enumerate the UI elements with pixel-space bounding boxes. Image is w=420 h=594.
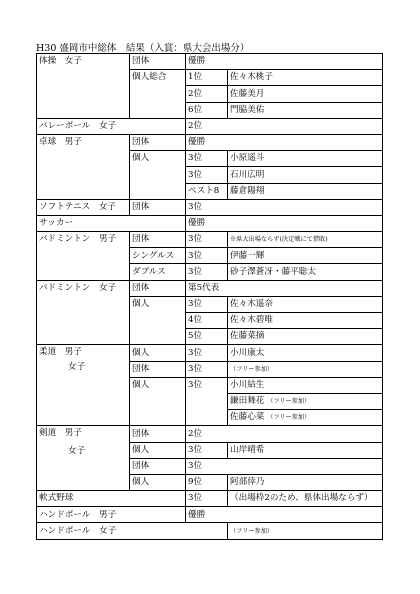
category-cell: 団体 (130, 361, 186, 377)
note-text: （フリー参加） (267, 398, 311, 406)
rank-cell: 第5代表 (186, 280, 383, 296)
sport-cell: 体操 女子 (37, 54, 130, 119)
rank-cell: 2位 (186, 86, 228, 102)
name-text: 佐藤心菜 (230, 412, 265, 423)
sport-cell: バドミントン 女子 (37, 280, 130, 345)
category-cell: 個人 (130, 442, 186, 458)
rank-cell: 6位 (186, 102, 228, 118)
name-cell: 佐々木遥奈 (228, 296, 383, 312)
name-cell (228, 361, 383, 377)
category-cell: ダブルス (130, 264, 186, 280)
category-cell: 団体 (130, 54, 186, 70)
sport-cell: 卓球 男子 (37, 134, 130, 199)
note-text: （フリー参加） (230, 365, 274, 373)
category-cell: 団体 (130, 458, 186, 474)
rank-cell: 2位 (186, 118, 383, 134)
category-cell: 個人 (130, 151, 186, 200)
rank-cell: 優勝 (186, 134, 383, 150)
table-row (37, 134, 383, 150)
sport-cell: ハンドボール 女子 (37, 523, 228, 539)
rank-cell: 3位 (186, 232, 228, 248)
table-row (37, 215, 383, 231)
sport-label-sub (39, 447, 129, 456)
category-cell: 団体 (130, 232, 186, 248)
name-cell: 阿部倖乃 (228, 474, 383, 490)
rank-cell: 3位 (186, 199, 383, 215)
sport-cell: バドミントン 男子 (37, 232, 130, 281)
sport-cell: 軟式野球 (37, 491, 186, 507)
category-cell: 団体 (130, 280, 186, 296)
sport-cell: バレーボール 女子 (37, 118, 186, 134)
category-cell: 団体 (130, 134, 186, 150)
category-cell: 個人総合 (130, 70, 186, 119)
sport-cell: サッカー (37, 215, 186, 231)
table-row (37, 232, 383, 248)
sport-label-women: 女子 (68, 361, 86, 372)
table-row (37, 199, 383, 215)
rank-cell: 3位 (186, 345, 228, 361)
table-row (37, 280, 383, 296)
rank-cell: 3位 (186, 248, 228, 264)
rank-cell: 3位 (186, 361, 228, 377)
name-cell: 門脇美佑 (228, 102, 383, 118)
category-cell: 個人 (130, 345, 186, 361)
rank-cell: 3位 (186, 167, 228, 183)
sport-label-women: 女子 (68, 445, 86, 456)
note-text: （フリー参加） (267, 414, 311, 422)
table-row (37, 426, 383, 442)
category-cell: 個人 (130, 296, 186, 345)
sport-cell: ハンドボール 男子 (37, 507, 186, 523)
category-cell: 団体 (130, 426, 186, 442)
table-row (37, 523, 383, 539)
name-cell (228, 410, 383, 426)
name-cell: 砂子澤蒼冴・藤平聡太 (228, 264, 383, 280)
rank-cell: 9位 (186, 474, 228, 490)
name-cell: 佐藤美月 (228, 86, 383, 102)
name-cell (228, 393, 383, 409)
table-row (37, 345, 383, 361)
rank-cell: ベスト8 (186, 183, 228, 199)
note-text: （フリー参加） (230, 527, 274, 535)
name-cell: 山岸晴希 (228, 442, 383, 458)
rank-cell: 1位 (186, 70, 228, 86)
sport-cell: ソフトテニス 女子 (37, 199, 130, 215)
rank-cell: 3位 (186, 377, 228, 426)
rank-cell: 2位 (186, 426, 383, 442)
rank-cell: 3位 (186, 442, 228, 458)
rank-cell: 3位 (186, 151, 228, 167)
name-cell: 小川結生 (228, 377, 383, 393)
sport-label: 柔道 男子 (39, 347, 82, 358)
name-cell (228, 523, 383, 539)
rank-cell: 5位 (186, 329, 228, 345)
table-row (37, 507, 383, 523)
sport-label-sub (39, 363, 129, 372)
rank-cell: 優勝 (186, 507, 383, 523)
name-text: 鎌田舞花 (230, 396, 265, 407)
name-cell: 佐藤菜摘 (228, 329, 383, 345)
category-cell: 個人 (130, 377, 186, 426)
page-title: H30 盛岡市中総体 結果（入賞：県大会出場分） (36, 43, 250, 54)
category-cell: 団体 (130, 199, 186, 215)
rank-cell: 3位 (186, 458, 383, 474)
name-cell: 石川広明 (228, 167, 383, 183)
name-cell: 小原遥斗 (228, 151, 383, 167)
rank-cell: 3位 (186, 491, 228, 507)
name-cell: 佐々木碧唯 (228, 313, 383, 329)
rank-cell: 優勝 (186, 215, 383, 231)
rank-cell: 3位 (186, 264, 228, 280)
sport-cell (37, 345, 130, 426)
name-cell: 佐々木桃子 (228, 70, 383, 86)
rank-cell: 3位 (186, 296, 228, 312)
name-cell: （出場枠2のため、県体出場ならず） (228, 491, 383, 507)
name-cell (228, 232, 383, 248)
rank-cell: 4位 (186, 313, 228, 329)
table-row (37, 118, 383, 134)
results-table (36, 53, 383, 540)
note-text: ※県大出場ならず(決定戦にて惜敗) (230, 236, 328, 244)
rank-cell: 優勝 (186, 54, 383, 70)
category-cell: 個人 (130, 474, 186, 490)
category-cell: シングルス (130, 248, 186, 264)
name-cell: 小川康太 (228, 345, 383, 361)
name-cell: 伊藤一輝 (228, 248, 383, 264)
table-row (37, 491, 383, 507)
sport-cell (37, 426, 130, 491)
name-cell: 藤倉陽翔 (228, 183, 383, 199)
table-row (37, 54, 383, 70)
sport-label: 剣道 男子 (39, 428, 82, 439)
